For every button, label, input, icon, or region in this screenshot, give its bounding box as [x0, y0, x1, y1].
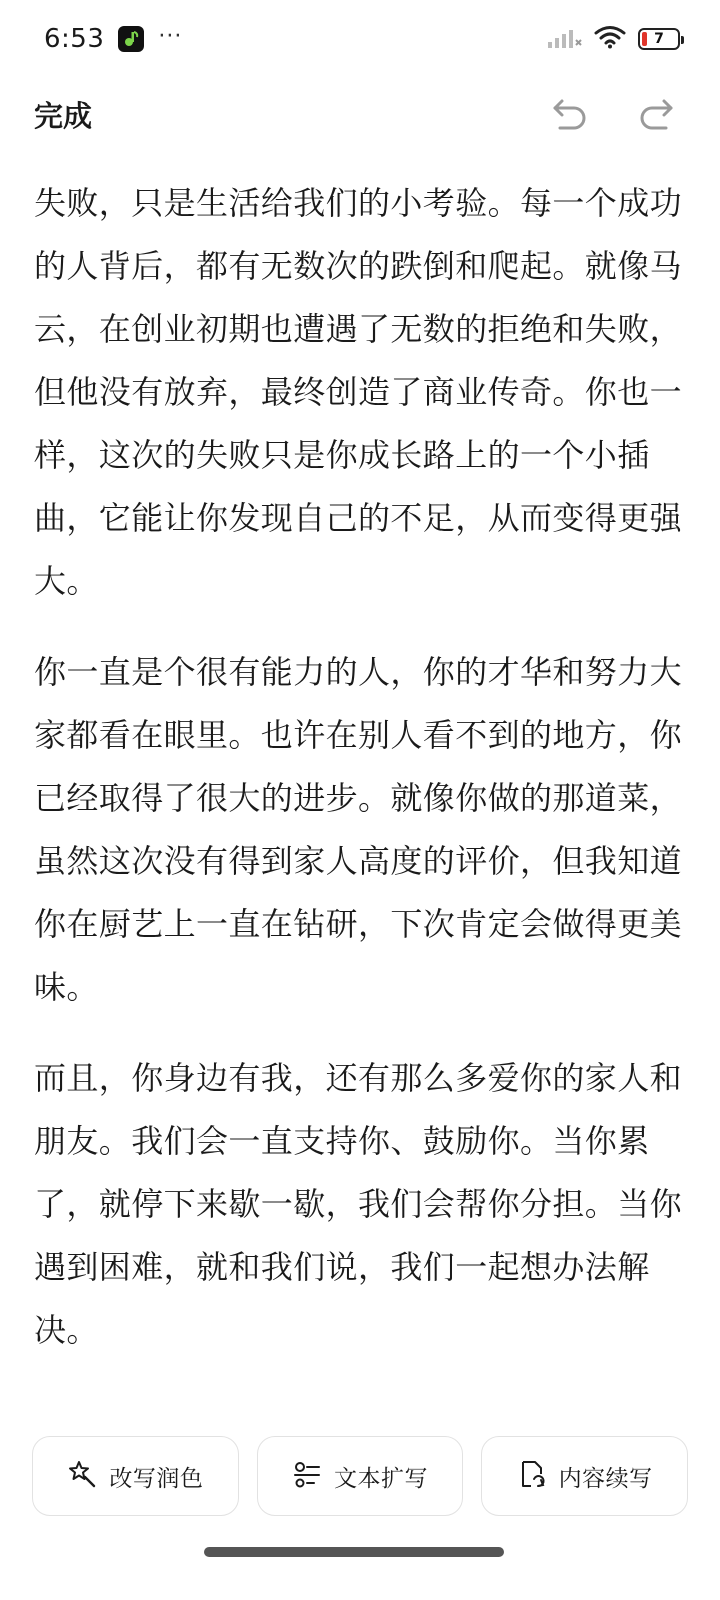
signal-icon: [548, 26, 582, 52]
magic-wand-icon: [67, 1459, 97, 1493]
expand-button[interactable]: [257, 1436, 464, 1516]
rewrite-button[interactable]: [32, 1436, 239, 1516]
ai-toolbar: [0, 1416, 720, 1550]
wifi-icon: [594, 25, 626, 53]
redo-icon[interactable]: [636, 94, 676, 134]
continue-label: 内容续写: [558, 1465, 653, 1492]
expand-text-icon: [292, 1459, 322, 1493]
rewrite-label: 改写润色: [109, 1465, 204, 1492]
paragraph[interactable]: 而且，你身边有我，还有那么多爱你的家人和朋友。我们会一直支持你、鼓励你。当你累了，就停下来歇一歇，我们会帮你分担。当你遇到困难，就和我们说，我们一起想办法解决。: [34, 1059, 683, 1349]
paragraph[interactable]: 你一直是个很有能力的人，你的才华和努力大家都看在眼里。也许在别人看不到的地方，你已经取得了很大的进步。就像你做的那道菜，虽然这次没有得到家人高度的评价，但我知道你在厨艺上一直在钻研，下次肯定会做得更美味。: [34, 653, 683, 1006]
editor-header: [0, 78, 720, 150]
status-time: 6:53: [44, 24, 105, 54]
status-left: [44, 24, 182, 54]
status-right: [548, 25, 680, 53]
editor-content[interactable]: [34, 172, 686, 1402]
more-dots-icon: ···: [158, 23, 183, 49]
battery-level: 7: [654, 31, 664, 47]
status-bar: [0, 0, 720, 78]
header-actions: [550, 94, 676, 134]
document-continue-icon: [517, 1459, 547, 1493]
paragraph[interactable]: 失败，只是生活给我们的小考验。每一个成功的人背后，都有无数次的跌倒和爬起。就像马云，在创业初期也遭遇了无数的拒绝和失败，但他没有放弃，最终创造了商业传奇。你也一样，这次的失败只是你成长路上的一个小插曲，它能让你发现自己的不足，从而变得更强大。: [34, 184, 683, 600]
battery-icon: [638, 28, 680, 50]
expand-label: 文本扩写: [334, 1465, 428, 1492]
app-badge-icon: [118, 26, 144, 52]
done-button[interactable]: 完成: [34, 98, 93, 133]
home-indicator[interactable]: [204, 1547, 504, 1557]
undo-icon[interactable]: [550, 94, 590, 134]
continue-button[interactable]: [481, 1436, 688, 1516]
